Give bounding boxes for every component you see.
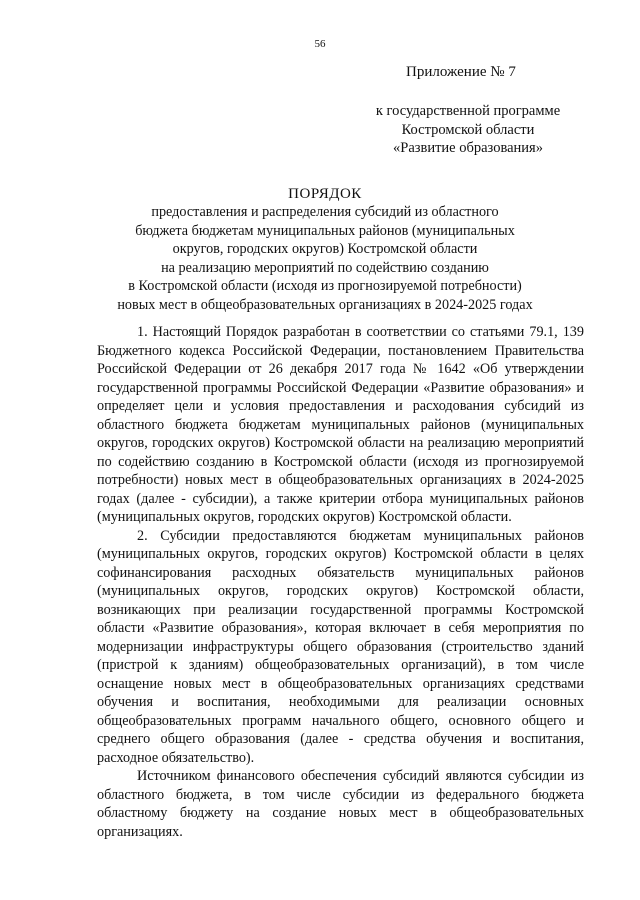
document-subtitle-line: на реализацию мероприятий по содействию созданию — [161, 259, 489, 276]
paragraph-3: Источником финансового обеспечения субсидий являются субсидии из областного бюджета, в том числе субсидии из федерального бюджета областному бюджету на создание новых мест в общеобразовательных организациях. — [97, 768, 584, 840]
document-subtitle-line: новых мест в общеобразовательных организациях в 2024-2025 годах — [117, 296, 533, 313]
document-subtitle-line: в Костромской области (исходя из прогнозируемой потребности) — [128, 278, 522, 294]
program-line: Костромской области — [401, 121, 535, 138]
program-reference — [350, 102, 586, 158]
document-subtitle-line: округов, городских округов) Костромской области — [172, 241, 478, 257]
program-line: к государственной программе — [375, 103, 561, 119]
page-number: 56 — [314, 38, 326, 50]
paragraph-2: 2. Субсидии предоставляются бюджетам муниципальных районов (муниципальных округов, городских округов) Костромской области в целях софинансирования расходных обязательств муниципальных районов (муниципальных округов, городских округов) Костромской области, возникающих при реализации государственной программы Костромской области «Развитие образования», которая включает в себя мероприятия по модернизации инфраструктуры общего образования (строительство зданий (пристрой к зданиям) общеобразовательных организаций), в том числе оснащение новых мест в общеобразовательных организациях средствами обучения и воспитания, необходимыми для реализации основных общеобразовательных программ начального общего, основного общего и среднего общего образования (далее - средства обучения и воспитания, расходное обязательство). — [97, 527, 584, 766]
document-title: ПОРЯДОК — [288, 186, 362, 202]
document-title-block — [100, 185, 550, 314]
document-body — [97, 323, 584, 841]
paragraph-1: 1. Настоящий Порядок разработан в соответствии со статьями 79.1, 139 Бюджетного кодекса Российской Федерации, постановлением Правительства Российской Федерации от 26 декабря 2017 года № 1642 «Об утверждении государственной программы Российской Федерации «Развитие образования» и определяет цели и условия предоставления и расходования субсидий из областного бюджета бюджетам муниципальных районов (муниципальных округов, городских округов) Костромской области на реализацию мероприятий по содействию созданию в Костромской области (исходя из прогнозируемой потребности) новых мест в общеобразовательных организациях в 2024-2025 годах (далее - субсидии), а также критерии отбора муниципальных районов (муниципальных округов, городских округов) Костромской области. — [97, 324, 584, 525]
document-subtitle-line: предоставления и распределения субсидий из областного — [151, 204, 499, 220]
document-subtitle-line: бюджета бюджетам муниципальных районов (муниципальных — [135, 222, 515, 239]
appendix-heading: Приложение № 7 — [406, 64, 516, 80]
program-line: «Развитие образования» — [393, 140, 543, 156]
